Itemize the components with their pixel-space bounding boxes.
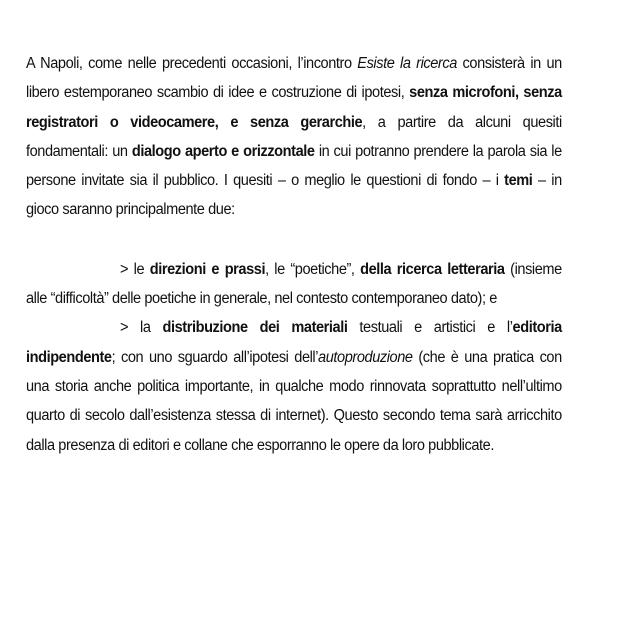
bold-phrase: dialogo aperto e orizzontale: [131, 142, 315, 160]
bullet-arrow: >: [120, 260, 129, 278]
italic-term: autoproduzione: [318, 348, 413, 366]
text-run: ; con uno sguardo all’ipotesi dell’: [111, 348, 319, 366]
bold-phrase: distribuzione dei materiali: [162, 319, 348, 337]
text-run: (che è una pratica con una storia anche politica importante, in qualche modo rinnovata soprattutto nell’ultimo quarto di secolo dall’esistenza stessa di internet). Questo secondo tema sarà arricchito dalla presenza di editori e collane che esporranno le opere da loro pubblicate.: [26, 348, 562, 454]
text-run: testuali e artistici e l’: [347, 319, 513, 337]
text-run: (insieme alle “difficoltà” delle poetiche in generale, nel contesto contemporaneo dato); e: [26, 260, 562, 308]
paragraph-spacer: [26, 225, 562, 255]
paragraph-intro: [26, 49, 562, 225]
body-text: [26, 49, 562, 460]
text-run: consisterà in un libero estemporaneo scambio di idee e costruzione di ipotesi,: [26, 55, 562, 102]
bold-phrase: editoria indipendente: [26, 319, 562, 366]
bold-phrase: senza microfoni, senza registratori o videocamere, e senza gerarchie: [26, 84, 562, 131]
text-run: , le “poetiche”,: [265, 260, 361, 278]
paragraph-theme-one: [26, 255, 562, 314]
bold-phrase: della ricerca letteraria: [360, 260, 505, 278]
text-run: – in gioco saranno principalmente due:: [26, 172, 562, 219]
text-run: in cui potranno prendere la parola sia le persone invitate sia il pubblico. I quesiti – o meglio le questioni di fondo – i: [26, 142, 562, 190]
paragraph-theme-two: [26, 313, 562, 459]
text-run: A Napoli, come nelle precedenti occasioni, l’incontro: [26, 55, 358, 72]
text-run: , a partire da alcuni quesiti fondamentali: un: [26, 113, 562, 160]
bold-phrase: direzioni e prassi: [149, 260, 266, 278]
text-run: la: [128, 319, 163, 337]
text-run: le: [128, 260, 150, 278]
event-title: Esiste la ricerca: [357, 55, 457, 72]
bold-phrase: temi: [504, 172, 533, 190]
bullet-arrow: >: [120, 319, 129, 337]
